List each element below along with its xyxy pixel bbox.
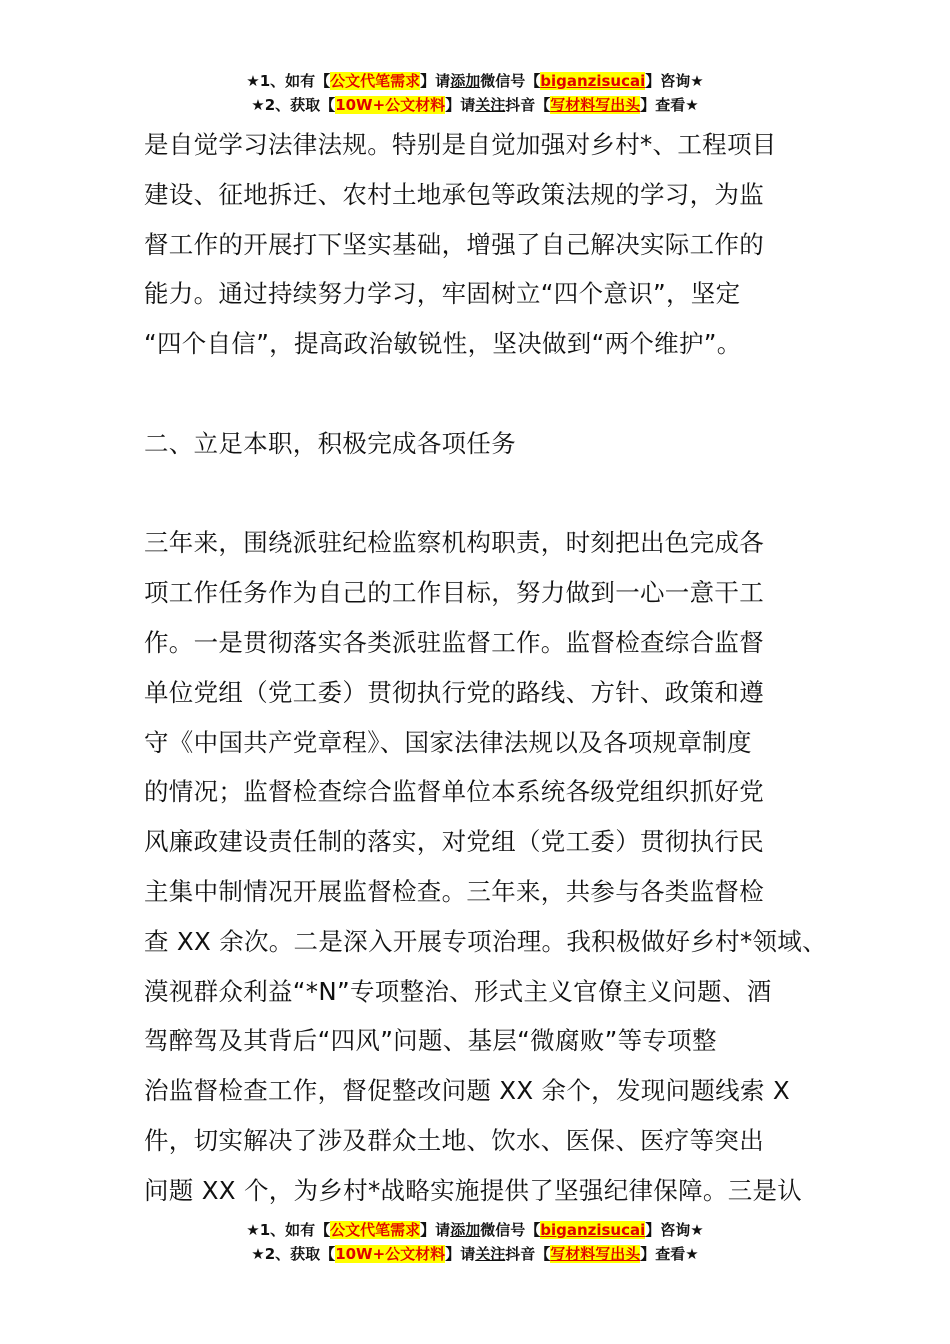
banner-text: ★1、如有【 — [246, 72, 331, 90]
text-line: 守《中国共产党章程》、国家法律法规以及各项规章制度 — [144, 727, 752, 757]
banner-text: 】咨询★ — [645, 72, 704, 90]
banner-text: 】查看★ — [640, 1245, 699, 1263]
text-line: 能力。通过持续努力学习，牢固树立“四个意识”，坚定 — [144, 279, 741, 309]
banner-underlined: 关注 — [475, 96, 506, 114]
text-line: 漠视群众利益“*N”专项整治、形式主义官僚主义问题、酒 — [144, 976, 772, 1006]
promo-banner-bottom — [0, 1218, 950, 1266]
text-line: 风廉政建设责任制的落实，对党组（党工委）贯彻执行民 — [144, 827, 764, 857]
text-line: 作。一是贯彻落实各类派驻监督工作。监督检查综合监督 — [144, 627, 764, 657]
text-line: 项工作任务作为自己的工作目标，努力做到一心一意干工 — [144, 578, 764, 608]
text-line: 三年来，围绕派驻纪检监察机构职责，时刻把出色完成各 — [144, 528, 764, 558]
text-line: 督工作的开展打下坚实基础，增强了自己解决实际工作的 — [144, 229, 764, 259]
text-line: “四个自信”，提高政治敏锐性，坚决做到“两个维护”。 — [144, 329, 742, 359]
banner-underlined: 添加 — [450, 72, 481, 90]
text-line: 的情况；监督检查综合监督单位本系统各级党组织抓好党 — [144, 777, 764, 807]
banner-text: ★1、如有【 — [246, 1221, 331, 1239]
banner-text: 】咨询★ — [645, 1221, 704, 1239]
text-line: 单位党组（党工委）贯彻执行党的路线、方针、政策和遵 — [144, 677, 764, 707]
text-line: 件，切实解决了涉及群众土地、饮水、医保、医疗等突出 — [144, 1125, 764, 1155]
paragraph-1 — [144, 120, 824, 369]
promo-line-1 — [0, 69, 950, 93]
banner-text: 】查看★ — [640, 96, 699, 114]
banner-underlined: 添加 — [450, 1221, 481, 1239]
douyin-id-highlight: 写材料写出头 — [550, 1245, 641, 1263]
banner-text: 】请 — [445, 1245, 476, 1263]
text-line: 是自觉学习法律法规。特别是自觉加强对乡村*、工程项目 — [144, 130, 777, 159]
banner-text: 】请 — [420, 72, 451, 90]
banner-text: 抖音【 — [505, 1245, 551, 1263]
banner-text: 】请 — [445, 96, 476, 114]
text-line: 主集中制情况开展监督检查。三年来，共参与各类监督检 — [144, 876, 764, 906]
document-body — [144, 120, 827, 1216]
banner-text: 】请 — [420, 1221, 451, 1239]
banner-highlight: 公文代笔需求 — [330, 1221, 421, 1239]
banner-highlight: 10W+公文材料 — [335, 96, 446, 114]
text-line: 查 XX 余次。二是深入开展专项治理。我积极做好乡村*领域、 — [144, 926, 827, 956]
promo-banner-top — [0, 69, 950, 117]
text-line: 驾醉驾及其背后“四风”问题、基层“微腐败”等专项整 — [144, 1026, 717, 1056]
banner-text: ★2、获取【 — [251, 96, 336, 114]
promo-line-2 — [0, 1242, 950, 1266]
wechat-id-highlight: biganzisucai — [540, 72, 646, 90]
banner-text: ★2、获取【 — [251, 1245, 336, 1263]
promo-line-2 — [0, 93, 950, 117]
banner-text: 抖音【 — [505, 96, 551, 114]
section-heading: 二、立足本职，积极完成各项任务 — [144, 428, 516, 458]
banner-highlight: 公文代笔需求 — [330, 72, 421, 90]
banner-text: 微信号【 — [480, 1221, 541, 1239]
paragraph-2 — [144, 518, 827, 1215]
douyin-id-highlight: 写材料写出头 — [550, 96, 641, 114]
banner-underlined: 关注 — [475, 1245, 506, 1263]
wechat-id-highlight: biganzisucai — [540, 1221, 646, 1239]
text-line: 建设、征地拆迁、农村土地承包等政策法规的学习，为监 — [144, 179, 764, 209]
text-line: 问题 XX 个，为乡村*战略实施提供了坚强纪律保障。三是认 — [144, 1175, 803, 1205]
banner-highlight: 10W+公文材料 — [335, 1245, 446, 1263]
text-line: 治监督检查工作，督促整改问题 XX 余个，发现问题线索 X — [144, 1076, 790, 1106]
promo-line-1 — [0, 1218, 950, 1242]
banner-text: 微信号【 — [480, 72, 541, 90]
